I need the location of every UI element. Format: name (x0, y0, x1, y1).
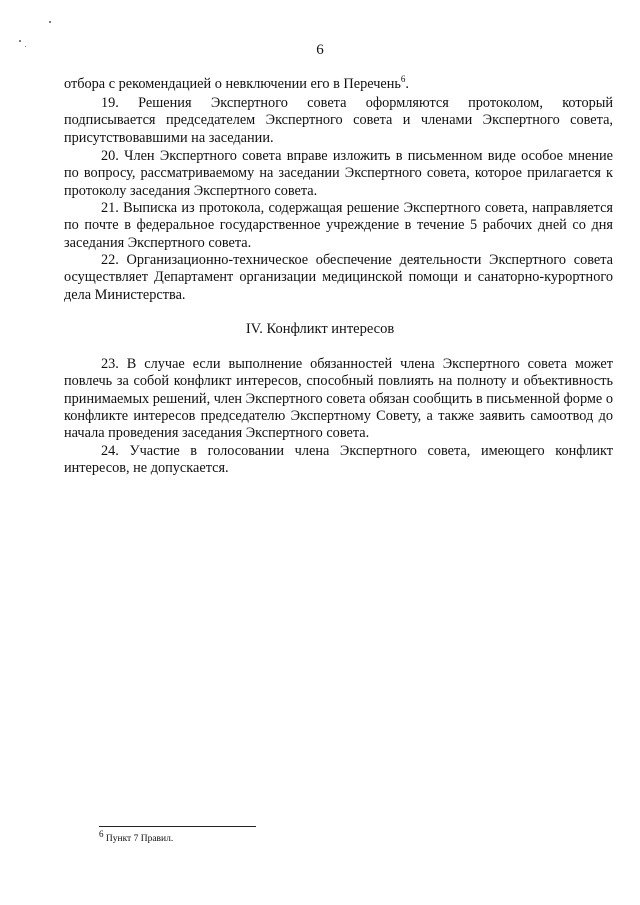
paragraph-19: 19. Решения Экспертного совета оформляются протоколом, который подписывается председателем Экспертного совета и членами Экспертного совета, присутствовавшими на заседании. (64, 95, 613, 146)
scan-speck-1 (49, 21, 51, 23)
footnote (99, 829, 174, 845)
paragraph-20: 20. Член Экспертного совета вправе изложить в письменном виде особое мнение по вопросу, рассматриваемому на заседании Экспертного совета, которое прилагается к протоколу заседания Экспертного совета. (64, 148, 613, 199)
paragraph-continuation: отбора с рекомендацией о невключении его в Перечень$^6$. (64, 74, 409, 92)
footnote-text: Пункт 7 Правил. (105, 834, 174, 845)
footnote-reference: 6 (400, 74, 406, 85)
paragraph-text: отбора с рекомендацией о невключении его в Перечень (64, 76, 401, 92)
page-number: 6 (316, 42, 324, 58)
paragraph-22: 22. Организационно-техническое обеспечение деятельности Экспертного совета осуществляет Департамент организации медицинской помощи и санаторно-курортного дела Министерства. (64, 252, 613, 303)
paragraph-23: 23. В случае если выполнение обязанностей члена Экспертного совета может повлечь за собой конфликт интересов, способный повлиять на полноту и объективность принимаемых решений, член Экспертного совета обязан сообщить в письменной форме о конфликте интересов председателю Экспертному Совету, а также заявить самоотвод до начала проведения заседания Экспертного совета. (64, 356, 613, 442)
paragraph-21: 21. Выписка из протокола, содержащая решение Экспертного совета, направляется по почте в федеральное государственное учреждение в течение 5 рабочих дней со дня заседания Экспертного совета. (64, 200, 613, 251)
paragraph-24: 24. Участие в голосовании члена Экспертного совета, имеющего конфликт интересов, не допускается. (64, 443, 613, 477)
footnote-marker: 6 (99, 829, 104, 839)
section-heading: IV. Конфликт интересов (245, 321, 395, 337)
footnote-separator (99, 826, 256, 827)
